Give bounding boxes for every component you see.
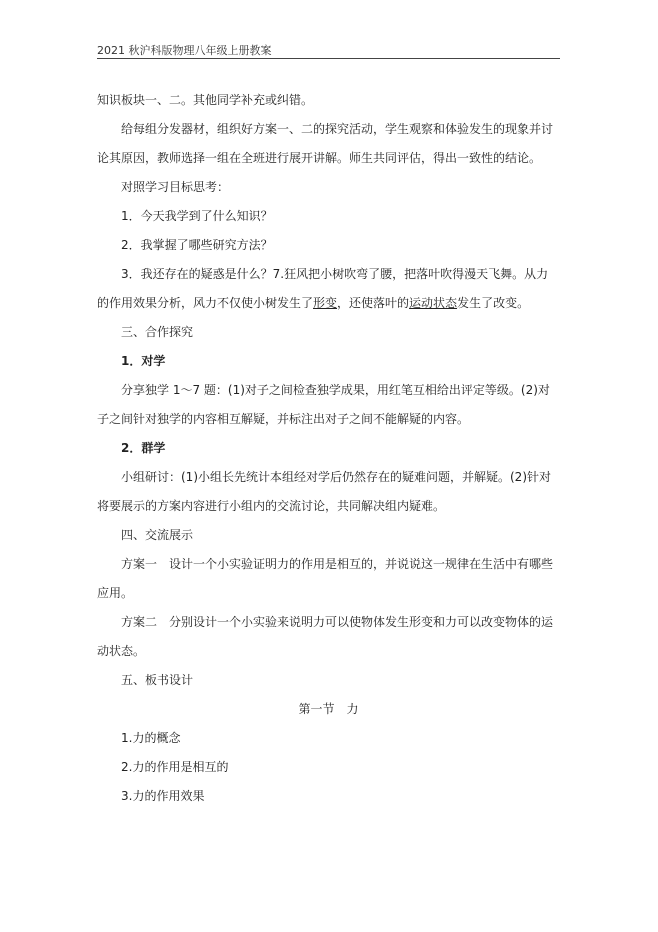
question-2: 2．我掌握了哪些研究方法？ <box>121 238 273 252</box>
section-heading-presentation: 四、交流展示 <box>121 528 194 542</box>
question-3-text-b: ，还使落叶的 <box>337 296 410 310</box>
paragraph-knowledge-blocks: 知识板块一、二。其他同学补充或纠错。 <box>97 93 314 107</box>
section-heading-cooperative: 三、合作探究 <box>121 325 194 339</box>
answer-deformation: 形变 <box>313 296 338 310</box>
paragraph-group-study: 小组研讨：(1)小组长先统计本组经对学后仍然存在的疑难问题，并解疑。(2)针对将要展示的方案内容进行小组内的交流讨论，共同解决组内疑难。 <box>97 470 551 513</box>
board-item-3: 3.力的作用效果 <box>121 789 205 803</box>
question-3 <box>97 260 560 318</box>
page-header: 2021 秋沪科版物理八年级上册教案 <box>97 44 272 57</box>
document-body <box>97 86 560 811</box>
paragraph-reflection-intro: 对照学习目标思考： <box>121 180 230 194</box>
paragraph-equipment: 给每组分发器材，组织好方案一、二的探究活动，学生观察和体验发生的现象并讨论其原因，教师选择一组在全班进行展开讲解。师生共同评估，得出一致性的结论。 <box>97 122 554 165</box>
header-rule <box>97 58 560 59</box>
subheading-group-study: 2．群学 <box>121 441 166 455</box>
board-item-2: 2.力的作用是相互的 <box>121 760 229 774</box>
question-3-text-a: 3．我还存在的疑惑是什么？7.狂风把小树吹弯了腰，把落叶吹得漫天飞舞。从力的作用效果分析，风力不仅使小树发生了 <box>97 267 549 310</box>
section-heading-board-design: 五、板书设计 <box>121 673 194 687</box>
paragraph-pair-study: 分享独学 1～7 题：(1)对子之间检查独学成果，用红笔互相给出评定等级。(2)对子之间针对独学的内容相互解疑，并标注出对子之间不能解疑的内容。 <box>97 383 550 426</box>
paragraph-plan-1: 方案一 设计一个小实验证明力的作用是相互的，并说说这一规律在生活中有哪些应用。 <box>97 557 554 600</box>
board-item-1: 1.力的概念 <box>121 731 181 745</box>
board-title: 第一节 力 <box>298 702 359 716</box>
subheading-pair-study: 1．对学 <box>121 354 166 368</box>
question-1: 1．今天我学到了什么知识？ <box>121 209 273 223</box>
paragraph-plan-2: 方案二 分别设计一个小实验来说明力可以使物体发生形变和力可以改变物体的运动状态。 <box>97 615 554 658</box>
answer-motion-state: 运动状态 <box>409 296 458 310</box>
question-3-text-c: 发生了改变。 <box>457 296 530 310</box>
